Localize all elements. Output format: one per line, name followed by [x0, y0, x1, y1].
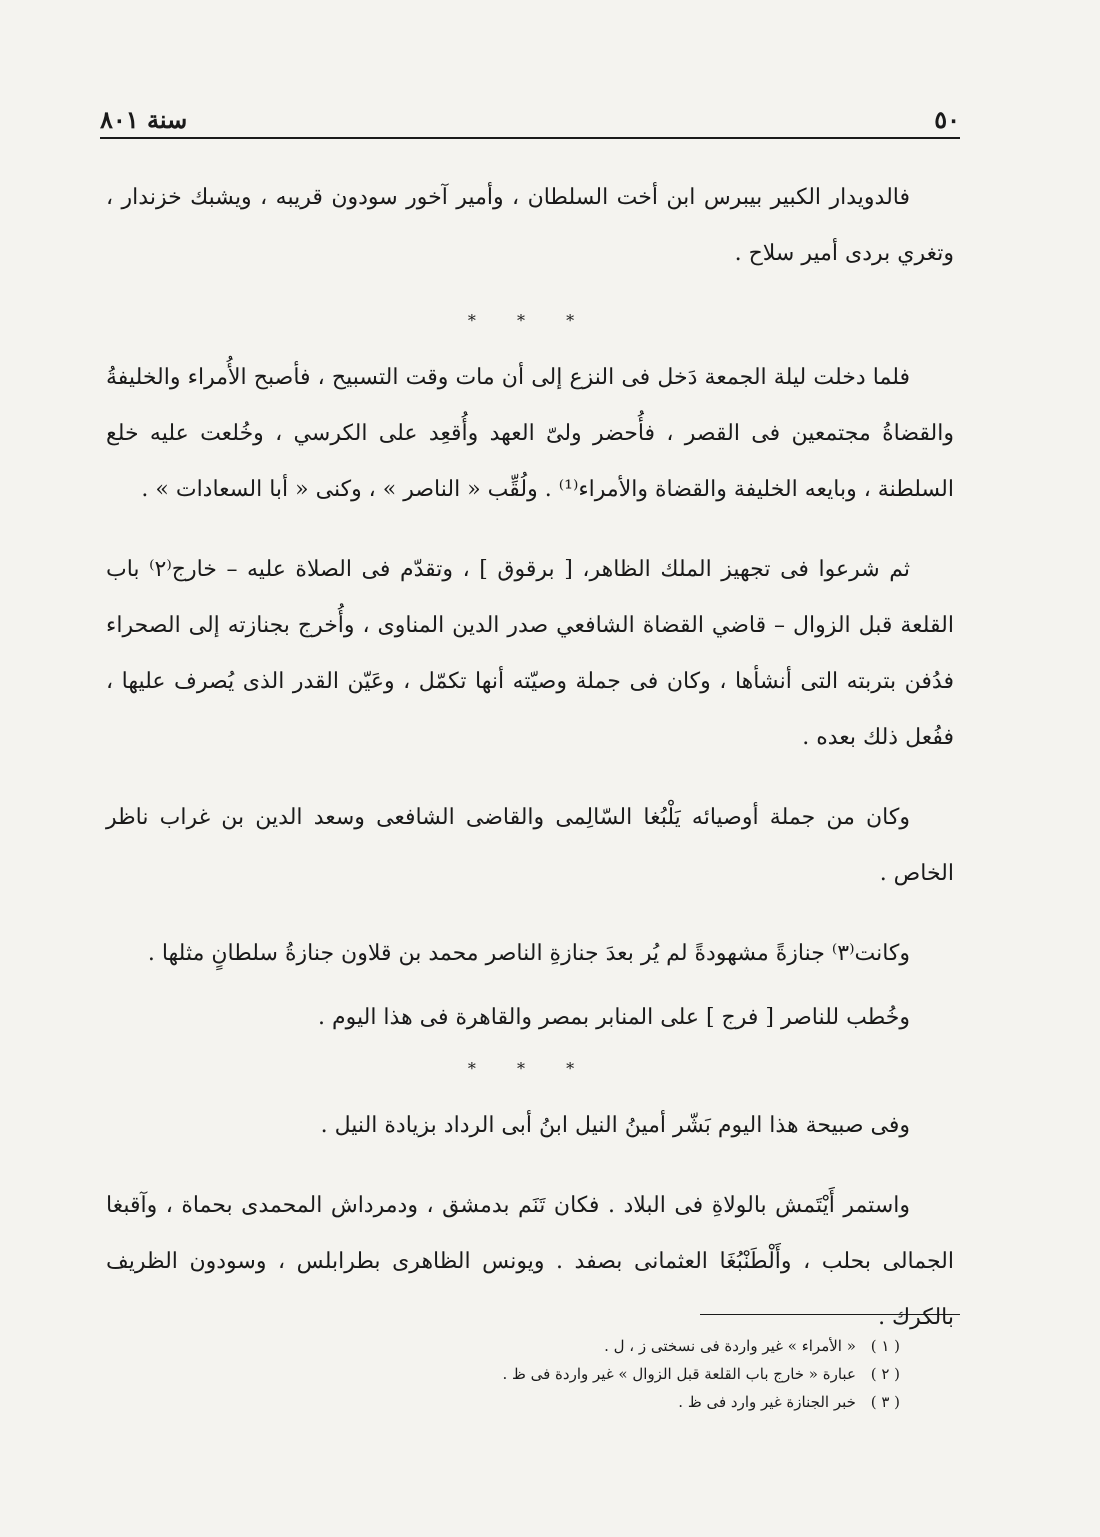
- footnote-number: ( ١ ): [870, 1337, 900, 1355]
- section-separator: * * *: [467, 1059, 593, 1078]
- book-page: [100, 92, 960, 1512]
- footnote-number: ( ٣ ): [870, 1393, 900, 1411]
- footnote-text: خبر الجنازة غير وارد فى ظ .: [678, 1393, 856, 1411]
- footnote-number: ( ٢ ): [870, 1365, 900, 1383]
- footnote-3: [100, 1388, 960, 1416]
- footnote-1: [100, 1332, 960, 1360]
- year-title: سنة ٨٠١: [100, 105, 188, 134]
- section-separator: * * *: [467, 311, 593, 330]
- header-rule: [100, 137, 960, 139]
- paragraph-4: وكان من جملة أوصيائه يَلْبُغا السّالِمى والقاضى الشافعى وسعد الدين بن غراب ناظر الخاص .: [106, 805, 954, 886]
- footnote-rule: [700, 1314, 960, 1315]
- page-number: ٥٠: [934, 105, 960, 134]
- footnotes: [100, 1332, 960, 1416]
- paragraph-7: وفى صبيحة هذا اليوم بَشّر أمينُ النيل ابنُ أبى الرداد بزيادة النيل .: [320, 1113, 910, 1138]
- paragraph-3: ثم شرعوا فى تجهيز الملك الظاهر، [ برقوق ] ، وتقدّم فى الصلاة عليه – خارج⁽٢⁾ باب القلعة قبل الزوال – قاضي القضاة الشافعي صدر الدين المناوى ، وأُخرج بجنازته إلى الصحراء فدُفن بتربته التى أنشأها ، وكان فى جملة وصيّته أنها تكمّل ، وعَيّن القدر الذى يُصرف عليها ، ففُعل ذلك بعده .: [106, 557, 954, 750]
- paragraph-8: واستمر أَيْتَمش بالولاةِ فى البلاد . فكان تَنَم بدمشق ، ودمرداش المحمدى بحماة ، وآقبغا الجمالى بحلب ، وأَلْطَنْبُغَا العثمانى بصفد . ويونس الظاهرى بطرابلس ، وسودون الظريف بالكرك .: [106, 1193, 954, 1330]
- footnote-text: عبارة « خارج باب القلعة قبل الزوال » غير واردة فى ظ .: [502, 1365, 856, 1383]
- paragraph-6: وخُطب للناصر [ فرج ] على المنابر بمصر والقاهرة فى هذا اليوم .: [318, 1005, 910, 1030]
- paragraph-1: فالدويدار الكبير بيبرس ابن أخت السلطان ، وأمير آخور سودون قريبه ، ويشبك خزندار ، وتغري بردى أمير سلاح .: [106, 185, 954, 266]
- footnote-2: [100, 1360, 960, 1388]
- paragraph-5: وكانت⁽٣⁾ جنازةً مشهودةً لم يُر بعدَ جنازةِ الناصر محمد بن قلاون جنازةُ سلطانٍ مثلها .: [147, 941, 910, 966]
- running-head: [100, 92, 960, 132]
- body-text: [106, 170, 954, 1370]
- paragraph-2: فلما دخلت ليلة الجمعة دَخل فى النزع إلى أن مات وقت التسبيح ، فأصبح الأُمراء والخليفةُ والقضاةُ مجتمعين فى القصر ، فأُحضر ولىّ العهد وأُقعِد على الكرسي ، وخُلعت عليه خلع السلطنة ، وبايعه الخليفة والقضاة والأمراء⁽¹⁾ . ولُقِّب « الناصر » ، وكنى « أبا السعادات » .: [106, 365, 954, 502]
- footnote-text: « الأمراء » غير واردة فى نسختى ز ، ل .: [604, 1337, 856, 1355]
